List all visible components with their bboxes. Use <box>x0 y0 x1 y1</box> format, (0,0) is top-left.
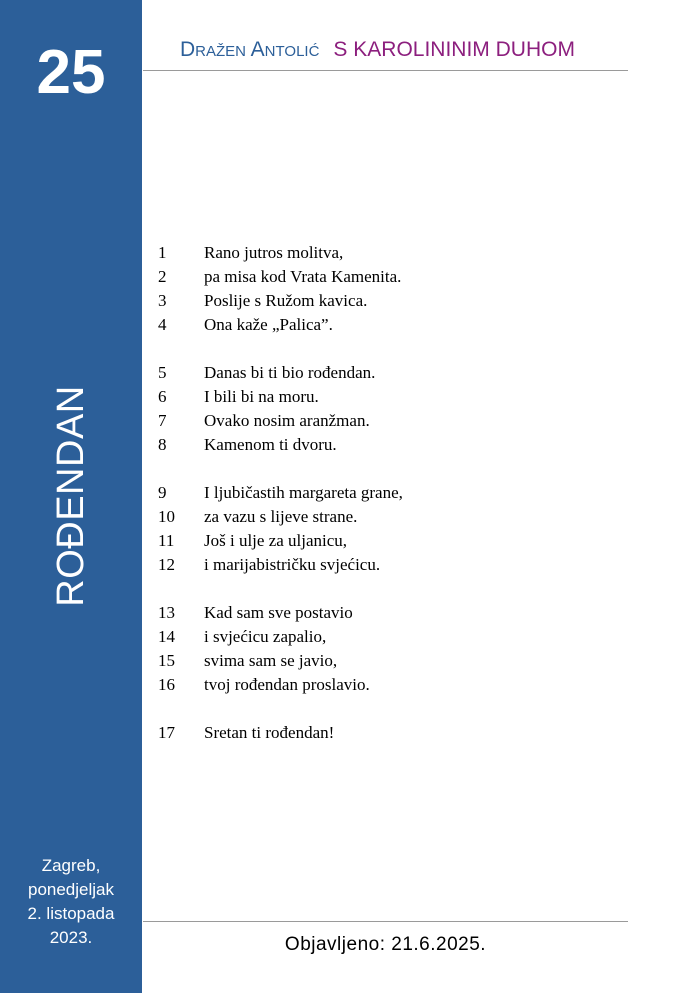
poem-line <box>158 361 403 385</box>
poem-line <box>158 433 403 457</box>
poem-line <box>158 673 403 697</box>
line-number: 7 <box>158 411 167 430</box>
place: Zagreb, <box>41 856 101 875</box>
page-number: 25 <box>36 38 106 107</box>
published-date: Objavljeno: 21.6.2025. <box>284 934 487 955</box>
poem-line <box>158 505 403 529</box>
line-text: svima sam se javio, <box>204 651 338 670</box>
poem-line <box>158 649 403 673</box>
place-date <box>0 854 142 950</box>
sidebar <box>0 0 142 993</box>
poem-line <box>158 313 403 337</box>
line-text: Još i ulje za uljanicu, <box>204 531 348 550</box>
line-text: Kad sam sve postavio <box>204 603 353 622</box>
line-number: 14 <box>158 627 175 646</box>
line-number: 11 <box>158 531 175 550</box>
poem-line <box>158 241 403 265</box>
footer-divider <box>143 921 628 922</box>
line-text: tvoj rođendan proslavio. <box>204 675 370 694</box>
line-number: 12 <box>158 555 175 574</box>
poem-body <box>158 241 403 769</box>
line-number: 3 <box>158 291 167 310</box>
line-number: 9 <box>158 483 167 502</box>
line-number: 16 <box>158 675 175 694</box>
line-number: 2 <box>158 267 167 286</box>
line-text: za vazu s lijeve strane. <box>204 507 358 526</box>
line-text: i marijabistričku svjećicu. <box>204 555 381 574</box>
stanza <box>158 241 403 337</box>
line-number: 6 <box>158 387 167 406</box>
poem-line <box>158 385 403 409</box>
line-text: Ona kaže „Palica”. <box>204 315 333 334</box>
stanza <box>158 361 403 457</box>
poem-line <box>158 721 403 745</box>
page-header <box>180 38 575 62</box>
poem-title: ROĐENDAN <box>50 385 92 607</box>
line-text: I ljubičastih margareta grane, <box>204 483 403 502</box>
line-text: Danas bi ti bio rođendan. <box>204 363 376 382</box>
year: 2023. <box>49 928 93 947</box>
poem-line <box>158 553 403 577</box>
author-name: Dražen Antolić <box>180 38 320 61</box>
poem-line <box>158 481 403 505</box>
line-text: Kamenom ti dvoru. <box>204 435 337 454</box>
weekday: ponedjeljak <box>27 880 114 899</box>
line-text: pa misa kod Vrata Kamenita. <box>204 267 402 286</box>
poem-line <box>158 289 403 313</box>
line-number: 4 <box>158 315 167 334</box>
line-text: Ovako nosim aranžman. <box>204 411 370 430</box>
line-number: 10 <box>158 507 175 526</box>
line-text: Poslije s Ružom kavica. <box>204 291 368 310</box>
stanza <box>158 481 403 577</box>
book-title: S KAROLININIM DUHOM <box>333 38 575 61</box>
date: 2. listopada <box>27 904 115 923</box>
line-text: i svjećicu zapalio, <box>204 627 327 646</box>
poem-line <box>158 601 403 625</box>
stanza <box>158 601 403 697</box>
line-number: 8 <box>158 435 167 454</box>
line-number: 5 <box>158 363 167 382</box>
line-text: I bili bi na moru. <box>204 387 319 406</box>
poem-line <box>158 625 403 649</box>
line-number: 13 <box>158 603 175 622</box>
poem-line <box>158 529 403 553</box>
line-number: 17 <box>158 723 175 742</box>
poem-line <box>158 409 403 433</box>
line-number: 15 <box>158 651 175 670</box>
line-number: 1 <box>158 243 167 262</box>
stanza <box>158 721 403 745</box>
header-divider <box>143 70 628 71</box>
line-text: Sretan ti rođendan! <box>204 723 335 742</box>
line-text: Rano jutros molitva, <box>204 243 344 262</box>
poem-line <box>158 265 403 289</box>
